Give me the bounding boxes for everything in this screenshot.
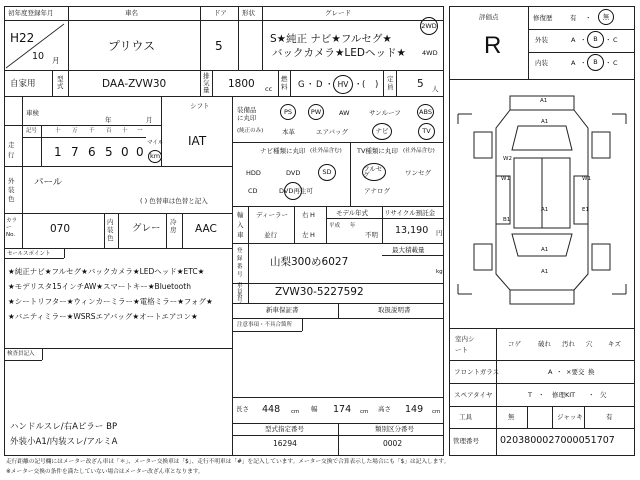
diagram-label-2: A1 bbox=[541, 119, 549, 125]
inspection-year-unit: 年 bbox=[105, 116, 112, 124]
notice-label: 注意事項・不具合箇所 bbox=[237, 322, 293, 328]
width-value: 174 bbox=[333, 404, 352, 415]
tools-value: 無 bbox=[508, 413, 515, 421]
displacement-value: 1800 bbox=[228, 78, 255, 90]
year-slash bbox=[4, 20, 68, 70]
equip-pw-circled: PW bbox=[308, 104, 324, 120]
mileage-digit-3: 5 bbox=[105, 145, 113, 159]
int-a: A bbox=[571, 59, 576, 67]
tv-sub: (社外品含む) bbox=[403, 148, 435, 154]
spare-dot1: ・ bbox=[538, 391, 545, 399]
equip-leather: 本革 bbox=[282, 128, 295, 136]
diagram-label-8: B1 bbox=[503, 217, 511, 223]
plate-value: 山梨300め6027 bbox=[270, 256, 349, 268]
length-value: 448 bbox=[262, 404, 281, 415]
digit-label-2: 千 bbox=[89, 128, 95, 134]
aircon-label: 冷房 bbox=[170, 218, 177, 234]
capacity-label: 定員 bbox=[387, 75, 394, 91]
tv-title: TV種類に丸印 bbox=[357, 147, 398, 155]
fuel-g: G bbox=[298, 80, 305, 90]
car-name: プリウス bbox=[108, 39, 156, 53]
digit-label-5: 一 bbox=[137, 128, 143, 134]
model-year-unit: 年 bbox=[350, 223, 356, 229]
sales-line-3: ★シートリフター★ウィンカーミラー★電格ミラー★フォグ★ bbox=[8, 297, 213, 306]
aircon-value: AAC bbox=[195, 223, 217, 235]
width-unit: cm bbox=[360, 409, 369, 415]
seat-tear: 破れ bbox=[538, 340, 551, 348]
sales-label: セールスポイント bbox=[7, 251, 51, 257]
spare-kit: 修理KIT bbox=[552, 391, 576, 399]
diagram-label-9: A1 bbox=[541, 247, 549, 253]
color-value: パール bbox=[34, 177, 63, 188]
diagram-label-5: W1 bbox=[582, 176, 591, 182]
ext-label: 外装 bbox=[535, 36, 548, 44]
spare-none: 欠 bbox=[600, 391, 607, 399]
digit-label-1: 万 bbox=[72, 128, 78, 134]
recycle-value: 13,190 bbox=[395, 225, 429, 236]
import-right-h: H bbox=[310, 211, 315, 219]
diagram-label-6: A1 bbox=[541, 207, 549, 213]
repair-dot: ・ bbox=[585, 14, 592, 22]
diagram-label-7: E1 bbox=[582, 207, 589, 213]
inspector-line1: ハンドルスレ/右Aピラー BP bbox=[10, 422, 118, 432]
fuel-paren-open: ( bbox=[362, 80, 366, 90]
spare-t: T bbox=[528, 391, 532, 399]
name-label: 車名 bbox=[125, 9, 138, 17]
ext-c: C bbox=[613, 36, 618, 44]
spare-dot2: ・ bbox=[588, 391, 595, 399]
equip-ps-circled: PS bbox=[280, 104, 296, 120]
grade-score-value: R bbox=[484, 32, 502, 59]
inspector-label: 検査員記入 bbox=[7, 351, 35, 357]
windshield-replace2: 換 bbox=[588, 368, 595, 376]
max-load-label: 最大積載量 bbox=[392, 246, 425, 254]
model-year-era: 平成 bbox=[329, 223, 341, 229]
year-month-unit: 月 bbox=[52, 56, 60, 65]
doors-label: ドア bbox=[214, 9, 227, 17]
diagram-label-3: W2 bbox=[503, 156, 512, 162]
ext-dot1: ・ bbox=[580, 36, 587, 44]
year-label: 初年度登録年月 bbox=[8, 9, 54, 17]
fuel-dot2: ・ bbox=[325, 80, 334, 90]
color-no-value: 070 bbox=[50, 223, 71, 235]
tools-label: 工具 bbox=[459, 413, 472, 421]
height-value: 149 bbox=[405, 404, 424, 415]
mileage-digit-1: 7 bbox=[71, 145, 79, 159]
digit-label-0: 十 bbox=[55, 128, 61, 134]
repair-label: 修復歴 bbox=[533, 14, 553, 22]
navi-dvd: DVD bbox=[286, 169, 301, 177]
color-no-label: カラーNo. bbox=[6, 218, 18, 238]
equip-airbag: エアバッグ bbox=[316, 128, 348, 136]
int-dot1: ・ bbox=[580, 59, 587, 67]
length-unit: cm bbox=[291, 409, 300, 415]
fuel-dot3: ・ bbox=[354, 80, 363, 90]
mileage-digit-0: 1 bbox=[54, 145, 62, 159]
chassis-label: 車台番号 bbox=[237, 283, 243, 304]
equip-tv-circled: TV bbox=[418, 123, 435, 140]
inspection-month-unit: 月 bbox=[146, 116, 153, 124]
type-no-label: 型式指定番号 bbox=[265, 425, 304, 433]
navi-dvd-play-circle bbox=[284, 182, 302, 200]
sales-line-1: ★純正ナビ★フルセグ★バックカメラ★LEDヘッド★ETC★ bbox=[8, 267, 205, 276]
tv-fullseg-circled: フルセグ bbox=[362, 163, 386, 181]
mileage-digit-2: 6 bbox=[88, 145, 96, 159]
mileage-unit-km-circled: km bbox=[148, 150, 162, 163]
fuel-paren-close: ) bbox=[375, 80, 379, 90]
seat-hole: 穴 bbox=[586, 340, 593, 348]
int-label: 内装 bbox=[535, 59, 548, 67]
diagram-label-1: A1 bbox=[540, 98, 548, 104]
import-right: 右 bbox=[302, 211, 309, 219]
int-b-circled: B bbox=[587, 54, 604, 71]
fuel-hv-circled: HV bbox=[333, 75, 353, 94]
navi-sub: (社外品含む) bbox=[310, 148, 342, 154]
digit-label-3: 百 bbox=[106, 128, 112, 134]
navi-title: ナビ種類に丸印 bbox=[260, 147, 306, 155]
seat-stain: 汚れ bbox=[562, 340, 575, 348]
mileage-label: 走行 bbox=[8, 141, 15, 159]
mgmt-label: 管理番号 bbox=[453, 437, 479, 445]
color-label: 外装色 bbox=[8, 177, 15, 203]
grade-line2: バックカメラ★LEDヘッド★ bbox=[272, 47, 406, 59]
grade-line1: S★純正 ナビ★フルセグ★ bbox=[270, 33, 392, 45]
capacity-value: 5 bbox=[417, 78, 424, 90]
class-no-value: 0002 bbox=[383, 439, 403, 448]
navi-cd: CD bbox=[248, 187, 258, 195]
recycle-label: リサイクル預託金 bbox=[384, 209, 436, 217]
interior-seat-label: 室内シート bbox=[455, 335, 475, 354]
equip-navi-circled: ナビ bbox=[372, 123, 392, 140]
jack-value: 有 bbox=[606, 413, 613, 421]
grade-score-label: 評価点 bbox=[479, 13, 499, 21]
sales-line-2: ★モデリスタ15インチAW★スマートキー★Bluetooth bbox=[8, 282, 191, 291]
import-left: 左 bbox=[302, 231, 309, 239]
manual-label: 取扱説明書 bbox=[378, 306, 411, 314]
mileage-num-label: 記号 bbox=[26, 128, 38, 134]
navi-dvd-play: DVD再生可 bbox=[279, 187, 313, 195]
mgmt-value: 0203800027000051707 bbox=[500, 435, 615, 446]
import-left-h: H bbox=[310, 231, 315, 239]
windshield-a: A bbox=[548, 368, 553, 376]
mileage-unit-mile: マイル bbox=[147, 140, 164, 146]
equip-sunroof: サンルーフ bbox=[369, 109, 401, 117]
model-label: 型式 bbox=[57, 75, 64, 90]
displacement-label: 排気量 bbox=[203, 72, 210, 94]
windshield-label: フロントガラス bbox=[454, 368, 500, 376]
displacement-unit: cc bbox=[265, 85, 273, 93]
inspection-label: 車検 bbox=[26, 109, 39, 117]
doors-value: 5 bbox=[215, 39, 223, 53]
model-year-value: 不明 bbox=[365, 231, 378, 239]
tv-oneseg: ワンセグ bbox=[405, 169, 431, 177]
length-label: 長さ bbox=[236, 405, 249, 413]
import-parallel: 並行 bbox=[264, 231, 277, 239]
seat-burn: コゲ bbox=[508, 340, 521, 348]
windshield-dot: ・ bbox=[556, 368, 563, 376]
equip-abs-circled: ABS bbox=[417, 104, 434, 120]
mileage-digit-4: 0 bbox=[121, 145, 129, 159]
drive-2wd-circled: 2WD bbox=[420, 17, 438, 35]
footer-line2: ※メーター交換の条件を満たしていない場合はメーター改ざん車となります。 bbox=[6, 469, 204, 475]
class-no-label: 類別区分番号 bbox=[375, 425, 414, 433]
navi-hdd: HDD bbox=[246, 169, 261, 177]
year-month-hand: 10 bbox=[32, 51, 45, 62]
footer-line1: 走行距離の記号欄にはメーター改ざん車は「＊」、メーター交換車は「$」、走行不明車は「#」を記入しています。メーター交換で合算表示した場合にも「$」は記入します。 bbox=[6, 459, 450, 465]
ext-dot2: ・ bbox=[605, 36, 612, 44]
int-dot2: ・ bbox=[605, 59, 612, 67]
model-year-label: モデル年式 bbox=[336, 209, 369, 217]
capacity-unit: 人 bbox=[432, 85, 439, 93]
sales-line-4: ★バニティミラー★WSRSエアバッグ★オートエアコン★ bbox=[8, 312, 198, 321]
fuel-label: 燃料 bbox=[281, 75, 288, 91]
shift-label: シフト bbox=[190, 102, 210, 110]
mileage-digit-5: 0 bbox=[136, 145, 144, 159]
equip-aw: AW bbox=[339, 109, 350, 117]
plate-label: 登録番号 bbox=[237, 248, 243, 278]
jack-label: ジャッキ bbox=[557, 413, 583, 421]
shift-value: IAT bbox=[188, 134, 207, 148]
color-note: ( ) 色替車は色替と記入 bbox=[140, 197, 208, 205]
type-no-value: 16294 bbox=[273, 439, 297, 448]
max-load-unit: kg bbox=[436, 269, 443, 275]
usage-label: 自家用 bbox=[10, 79, 36, 89]
diagram-label-4: W1 bbox=[501, 176, 510, 182]
height-label: 高さ bbox=[378, 405, 391, 413]
chassis-value: ZVW30-5227592 bbox=[275, 286, 364, 298]
shape-label: 形状 bbox=[242, 9, 255, 17]
import-label: 輸入車 bbox=[237, 211, 244, 239]
import-dealer: ディーラー bbox=[256, 211, 288, 219]
model-value: DAA-ZVW30 bbox=[102, 78, 167, 90]
equipment-title: 装備品に丸印 bbox=[237, 106, 257, 122]
drive-4wd: 4WD bbox=[422, 49, 438, 57]
recycle-unit: 円 bbox=[436, 229, 443, 237]
width-label: 幅 bbox=[311, 405, 318, 413]
fuel-dot1: ・ bbox=[306, 80, 315, 90]
year-era: H22 bbox=[10, 31, 35, 45]
tv-analog: アナログ bbox=[364, 187, 390, 195]
repair-yes: 有 bbox=[570, 14, 577, 22]
grade-label: グレード bbox=[325, 9, 351, 17]
spare-label: スペアタイヤ bbox=[454, 391, 493, 399]
fuel-d: D bbox=[316, 80, 323, 90]
diagram-label-10: A1 bbox=[541, 269, 549, 275]
digit-label-4: 十 bbox=[122, 128, 128, 134]
inspector-line2: 外装小A1/内装スレ/アルミA bbox=[10, 437, 118, 447]
seat-scratch: キズ bbox=[608, 340, 621, 348]
equipment-sub: (純正のみ) bbox=[237, 128, 264, 134]
navi-sd-circled: SD bbox=[318, 164, 336, 181]
int-c: C bbox=[613, 59, 618, 67]
height-unit: cm bbox=[432, 409, 441, 415]
warranty-label: 新車保証書 bbox=[266, 306, 299, 314]
windshield-replace: ×要交 bbox=[566, 368, 585, 376]
repair-no-circled: 無 bbox=[598, 9, 614, 25]
interior-label: 内装色 bbox=[107, 218, 114, 242]
ext-a: A bbox=[571, 36, 576, 44]
interior-value: グレー bbox=[132, 223, 161, 234]
ext-b-circled: B bbox=[587, 31, 604, 48]
